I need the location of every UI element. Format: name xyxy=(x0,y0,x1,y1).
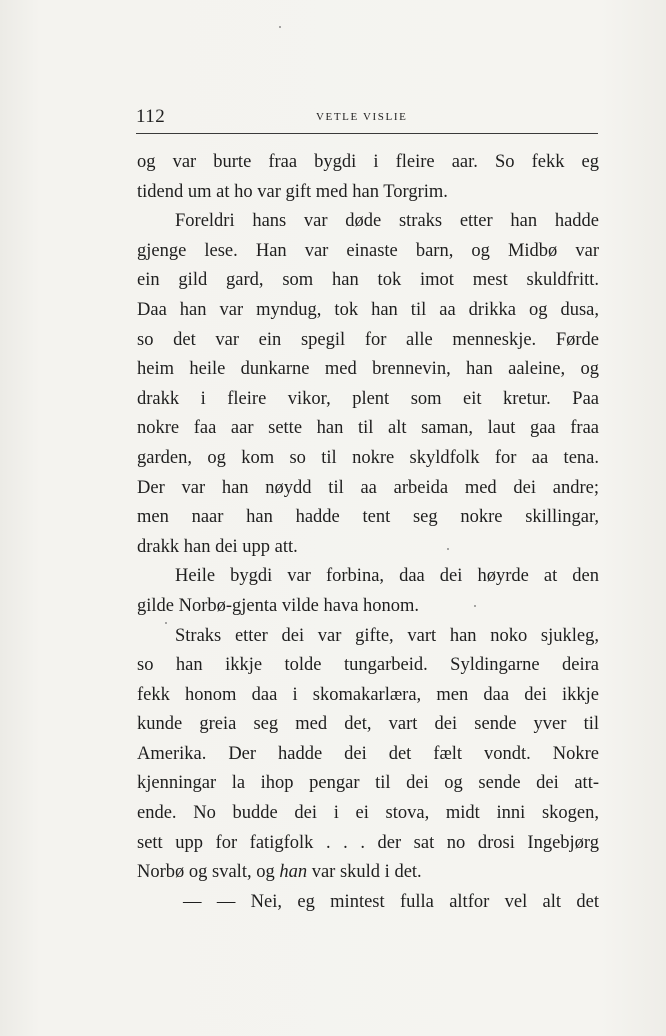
text-line: — — Nei, eg mintest fulla altfor vel alt det xyxy=(183,891,599,912)
paper-speck xyxy=(447,548,449,550)
paper-speck xyxy=(474,605,476,607)
line-text-before: Norbø og svalt, og xyxy=(137,862,280,883)
body-text xyxy=(137,148,599,917)
running-title: VETLE VISLIE xyxy=(316,111,408,123)
text-line: men naar han hadde tent seg nokre skillingar, xyxy=(137,507,599,528)
header-rule xyxy=(136,133,598,134)
emphasized-word: han xyxy=(279,862,308,883)
text-line: tidend um at ho var gift med han Torgrim. xyxy=(137,181,448,202)
text-line: ende. No budde dei i ei stova, midt inni skogen, xyxy=(137,803,599,824)
paper-speck xyxy=(165,622,167,624)
text-line: gilde Norbø-gjenta vilde hava honom. xyxy=(137,595,420,616)
text-line: gjenge lese. Han var einaste barn, og Midbø var xyxy=(137,240,599,261)
text-line: nokre faa aar sette han til alt saman, laut gaa fraa xyxy=(137,418,599,439)
text-line: og var burte fraa bygdi i fleire aar. So fekk eg xyxy=(137,152,599,172)
text-line: ein gild gard, som han tok imot mest skuldfritt. xyxy=(137,270,599,291)
text-line: sett upp for fatigfolk . . . der sat no drosi Ingebjørg xyxy=(137,832,599,853)
text-line: Straks etter dei var gifte, vart han noko sjukleg, xyxy=(175,625,599,646)
text-line: kunde greia seg med det, vart dei sende yver til xyxy=(137,714,599,735)
page-number: 112 xyxy=(136,106,166,127)
page-header xyxy=(136,104,596,134)
text-line: Amerika. Der hadde dei det fælt vondt. Nokre xyxy=(137,743,599,764)
text-line: Heile bygdi var forbina, daa dei høyrde at den xyxy=(175,566,599,587)
text-line: Foreldri hans var døde straks etter han hadde xyxy=(175,211,599,232)
text-line-with-emphasis xyxy=(137,858,599,888)
text-line: kjenningar la ihop pengar til dei og sende dei att- xyxy=(137,773,599,794)
line-text-after: var skuld i det. xyxy=(307,862,422,883)
text-line: Der var han nøydd til aa arbeida med dei andre; xyxy=(137,477,599,498)
text-line: Daa han var myndug, tok han til aa drikka og dusa, xyxy=(137,299,599,320)
text-line: drakk han dei upp att. xyxy=(137,536,298,557)
text-line: so han ikkje tolde tungarbeid. Syldingarne deira xyxy=(137,655,599,676)
paper-speck xyxy=(279,26,281,28)
text-line: garden, og kom so til nokre skyldfolk for aa tena. xyxy=(137,447,599,468)
text-line: heim heile dunkarne med brennevin, han aaleine, og xyxy=(137,359,599,380)
text-line: so det var ein spegil for alle menneskje. Førde xyxy=(137,329,599,350)
text-line: drakk i fleire vikor, plent som eit kretur. Paa xyxy=(137,388,599,409)
text-line: fekk honom daa i skomakarlæra, men daa dei ikkje xyxy=(137,684,599,705)
